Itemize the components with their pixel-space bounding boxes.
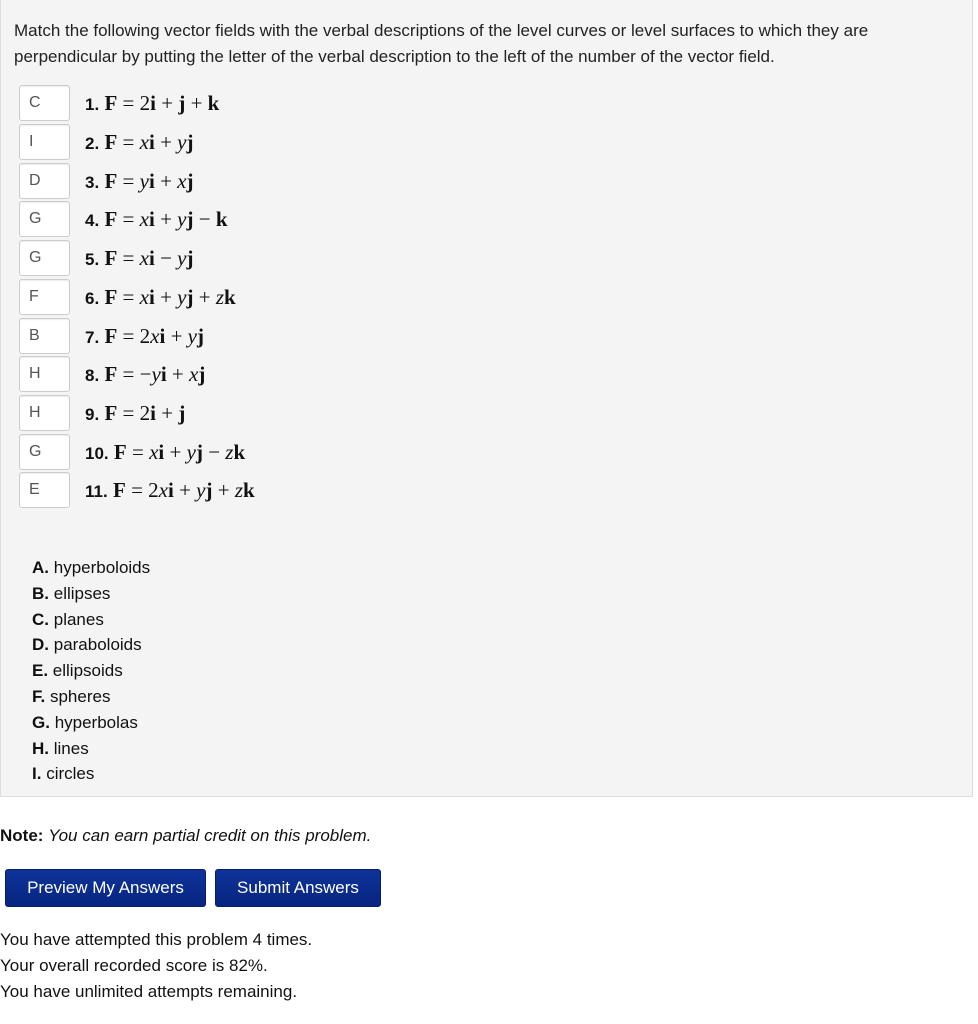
description-options-list xyxy=(32,555,150,787)
attempts-count-text: You have attempted this problem 4 times. xyxy=(0,930,313,949)
field-number: 8. xyxy=(85,366,100,385)
field-expression: F = xi − yj xyxy=(104,246,194,270)
note-text: You can earn partial credit on this problem. xyxy=(48,826,372,845)
option-text: ellipses xyxy=(53,583,111,603)
answer-input-10[interactable] xyxy=(19,434,70,470)
option-item xyxy=(32,658,150,684)
field-number: 7. xyxy=(85,328,100,347)
answer-input-11[interactable] xyxy=(19,472,70,508)
answer-input-7[interactable] xyxy=(19,318,70,354)
partial-credit-note xyxy=(0,826,371,846)
answer-input-1[interactable] xyxy=(19,85,70,121)
field-number: 3. xyxy=(85,173,100,192)
field-expression: F = xi + yj − k xyxy=(104,207,228,231)
field-expression: F = xi + yj + zk xyxy=(104,285,236,309)
field-expression: F = 2i + j + k xyxy=(104,91,220,115)
field-number: 10. xyxy=(85,444,109,463)
option-item xyxy=(32,607,150,633)
answer-input-5[interactable] xyxy=(19,240,70,276)
option-item xyxy=(32,581,150,607)
field-expression: F = xi + yj xyxy=(104,130,194,154)
problem-instructions: Match the following vector fields with the verbal descriptions of the level curves or level surfaces to which they are perpendicular by putting the letter of the verbal description to the left of the number of the vector field. xyxy=(14,21,869,66)
option-letter: C. xyxy=(32,609,49,629)
option-text: circles xyxy=(46,764,95,784)
answer-input-4[interactable] xyxy=(19,201,70,237)
option-item xyxy=(32,761,150,787)
answer-input-3[interactable] xyxy=(19,163,70,199)
field-expression: F = 2xi + yj + zk xyxy=(112,478,255,502)
submit-answers-button[interactable]: Submit Answers xyxy=(215,869,381,907)
field-expression: F = xi + yj − zk xyxy=(113,440,246,464)
answer-input-8[interactable] xyxy=(19,356,70,392)
option-item xyxy=(32,684,150,710)
field-number: 1. xyxy=(85,95,100,114)
option-text: hyperboloids xyxy=(53,558,151,577)
option-text: spheres xyxy=(49,686,111,706)
field-number: 5. xyxy=(85,250,100,269)
option-item xyxy=(32,632,150,658)
option-letter: E. xyxy=(32,661,49,681)
option-letter: G. xyxy=(32,712,50,732)
option-text: planes xyxy=(53,609,104,629)
attempts-remaining-text: You have unlimited attempts remaining. xyxy=(0,981,298,1001)
option-letter: B. xyxy=(32,583,49,603)
option-text: ellipsoids xyxy=(52,661,123,681)
field-number: 6. xyxy=(85,289,100,308)
option-letter: H. xyxy=(32,738,49,758)
answer-input-6[interactable] xyxy=(19,279,70,315)
option-letter: D. xyxy=(32,635,49,655)
attempt-status xyxy=(0,927,312,1004)
field-expression: F = yi + xj xyxy=(104,169,194,193)
note-label: Note: xyxy=(0,826,44,845)
option-text: paraboloids xyxy=(53,635,142,655)
field-number: 2. xyxy=(85,134,100,153)
answer-input-2[interactable] xyxy=(19,124,70,160)
option-letter: I. xyxy=(32,764,42,784)
option-letter: A. xyxy=(32,558,49,577)
option-letter: F. xyxy=(32,686,46,706)
preview-answers-button[interactable]: Preview My Answers xyxy=(5,869,206,907)
field-expression: F = 2i + j xyxy=(104,401,186,425)
field-expression: F = 2xi + yj xyxy=(104,324,204,348)
option-item xyxy=(32,710,150,736)
answer-input-9[interactable] xyxy=(19,395,70,431)
option-text: lines xyxy=(53,738,89,758)
field-number: 11. xyxy=(85,482,108,501)
field-number: 4. xyxy=(85,211,100,230)
recorded-score-text: Your overall recorded score is 82%. xyxy=(0,955,268,975)
option-text: hyperbolas xyxy=(54,712,138,732)
field-expression: F = −yi + xj xyxy=(104,362,206,386)
field-number: 9. xyxy=(85,405,100,424)
option-item xyxy=(32,555,150,581)
option-item xyxy=(32,736,150,762)
